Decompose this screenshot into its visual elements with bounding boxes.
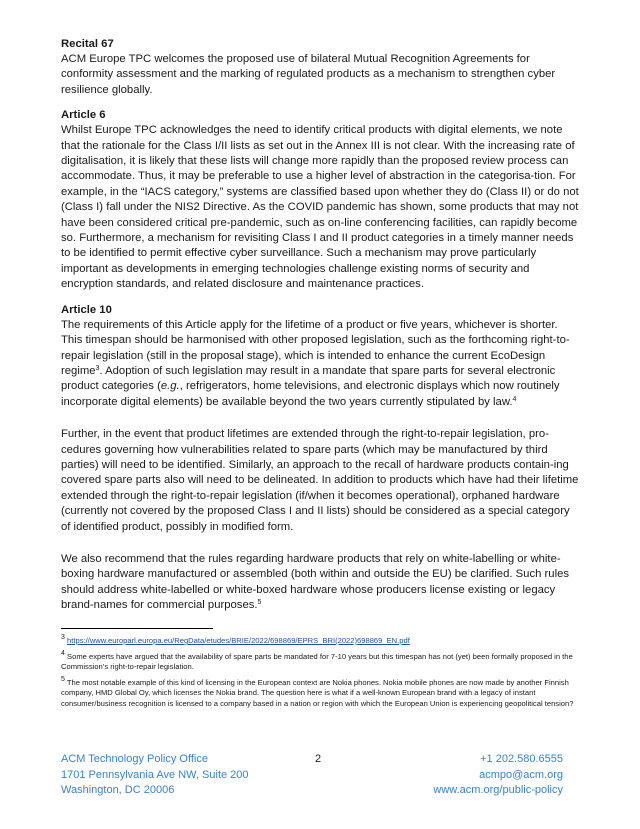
footer-email[interactable]: acmpo@acm.org: [479, 768, 563, 781]
recital-67-section: [61, 36, 581, 98]
article-6-heading: Article 6: [61, 109, 106, 122]
article-10-paragraph-1: [61, 318, 581, 410]
footnote-divider: [61, 628, 213, 629]
page-footer: [61, 752, 563, 806]
article-10-paragraph-2: Further, in the event that product lifetimes are extended through the right-to-repair legislation, pro-cedures governing how vulnerabilities related to spare parts (which may be manufactured by third parties) will need to be identified. Similarly, an approach to the recall of hardware products contain-ing covered spare parts also will need to be delineated. In addition to products which have had their lifetime extended through the right-to-repair legislation (if/when it becomes operational), orphaned hardware (currently not covered by the proposed Class I and II lists) should be considered as a special category of identified product, possibly in modified form.: [61, 428, 579, 533]
footnote-5-text: The most notable example of this kind of licensing in the European context are Nokia phones. Nokia mobile phones are now made by another Finnish company, HMD Global Oy, which licenses the Nokia brand. The question here is what if a well-known European brand with a legacy of instant consumer/business recognition is licensed to a company based in a nation or region with which the European Union is experiencing geopolitical tension?: [61, 677, 574, 708]
article-10-p1-text-c: , refrigerators, home televisions, and electronic displays which now routinely incorporate digital elements) be available beyond the two years currently stipulated by law.: [61, 380, 560, 408]
footnote-3-number: 3: [61, 634, 65, 641]
footer-address-block: [61, 752, 249, 799]
footnotes: [61, 636, 581, 715]
footer-phone[interactable]: +1 202.580.6555: [480, 753, 563, 765]
footnote-5-number: 5: [61, 675, 65, 683]
footnote-3-link[interactable]: https://www.europarl.europa.eu/RegData/etudes/BRIE/2022/698869/EPRS_BRI(2022)698869_EN.pdf: [67, 636, 410, 645]
recital-67-text: ACM Europe TPC welcomes the proposed use of bilateral Mutual Recognition Agreements for conformity assessment and the marking of regulated products as a mechanism to strengthen cyber resilience globally.: [61, 53, 556, 96]
footnote-4: [61, 649, 581, 673]
footnote-5: [61, 675, 581, 710]
article-10-p1-text-a: The requirements of this Article apply for the lifetime of a product or five years, whichever is shorter. This timespan should be harmonised with other proposed legislation, such as the forthcoming right-to-repair legislation (still in the proposal stage), which is intended to enhance the current EcoDesign regime: [61, 318, 570, 377]
recital-67-heading: Recital 67: [61, 38, 114, 50]
footer-org-name: ACM Technology Policy Office: [61, 753, 208, 765]
article-10-p1-text-b: . Adoption of such legislation may result in a mandate that spare parts for several electronic product categories (: [61, 364, 556, 393]
page-number: 2: [315, 753, 322, 765]
article-10-p3-text: We also recommend that the rules regarding hardware products that rely on white-labelling or white-boxing hardware manufactured or assembled (both within and outside the EU) be clarified. Such rules should address white-labelled or white-boxed hardware whose producers license existing or legacy brand-names for commercial purposes.: [61, 552, 570, 612]
article-10-p1-eg: e.g.: [160, 380, 180, 393]
article-10-heading: Article 10: [61, 303, 112, 316]
document-body: [61, 36, 581, 623]
article-6-text: Whilst Europe TPC acknowledges the need to identify critical products with digital elements, we note that the rationale for the Class I/II lists as set out in the Annex III is not clear. With the increasing rate of digitalisation, it is likely that these lists will change more rapidly than the proposed review process can accommodate. Thus, it may be preferable to use a higher level of abstraction in the categorisa-tion. For example, in the “IACS category,” systems are classified based upon whether they do (Class II) or do not (Class I) fall under the NIS2 Directive. As the COVID pandemic has shown, some products that may not have been considered critical pre-pandemic, such as on-line conferencing facilities, can rapidly become so. Furthermore, a mechanism for revisiting Class I and II product categories in a timely manner needs to be identified to permit effective cyber surveillance. Such a mechanism may prove particularly important as developments in emerging technologies challenge existing norms of security and encryption standards, and related disclosure and maintenance practices.: [61, 124, 579, 291]
footer-address-line-1: 1701 Pennsylvania Ave NW, Suite 200: [61, 768, 249, 781]
footer-website[interactable]: www.acm.org/public-policy: [433, 784, 563, 796]
article-10-section: [61, 302, 581, 614]
article-6-section: [61, 107, 581, 292]
footnote-3: [61, 636, 581, 647]
footnote-4-number: 4: [61, 649, 65, 657]
footnote-4-text: Some experts have argued that the availability of spare parts be mandated for 7-10 years but this timespan has not (yet) been formally proposed in the Commission’s right-to-repair legislation.: [61, 651, 573, 672]
footnote-ref-4[interactable]: 4: [512, 395, 517, 403]
footnote-ref-5[interactable]: 5: [257, 599, 262, 607]
footer-address-line-2: Washington, DC 20006: [61, 784, 175, 796]
footnote-ref-3[interactable]: 3: [95, 364, 100, 372]
footer-contact-block: [433, 752, 563, 799]
article-10-paragraph-3: [61, 552, 581, 614]
